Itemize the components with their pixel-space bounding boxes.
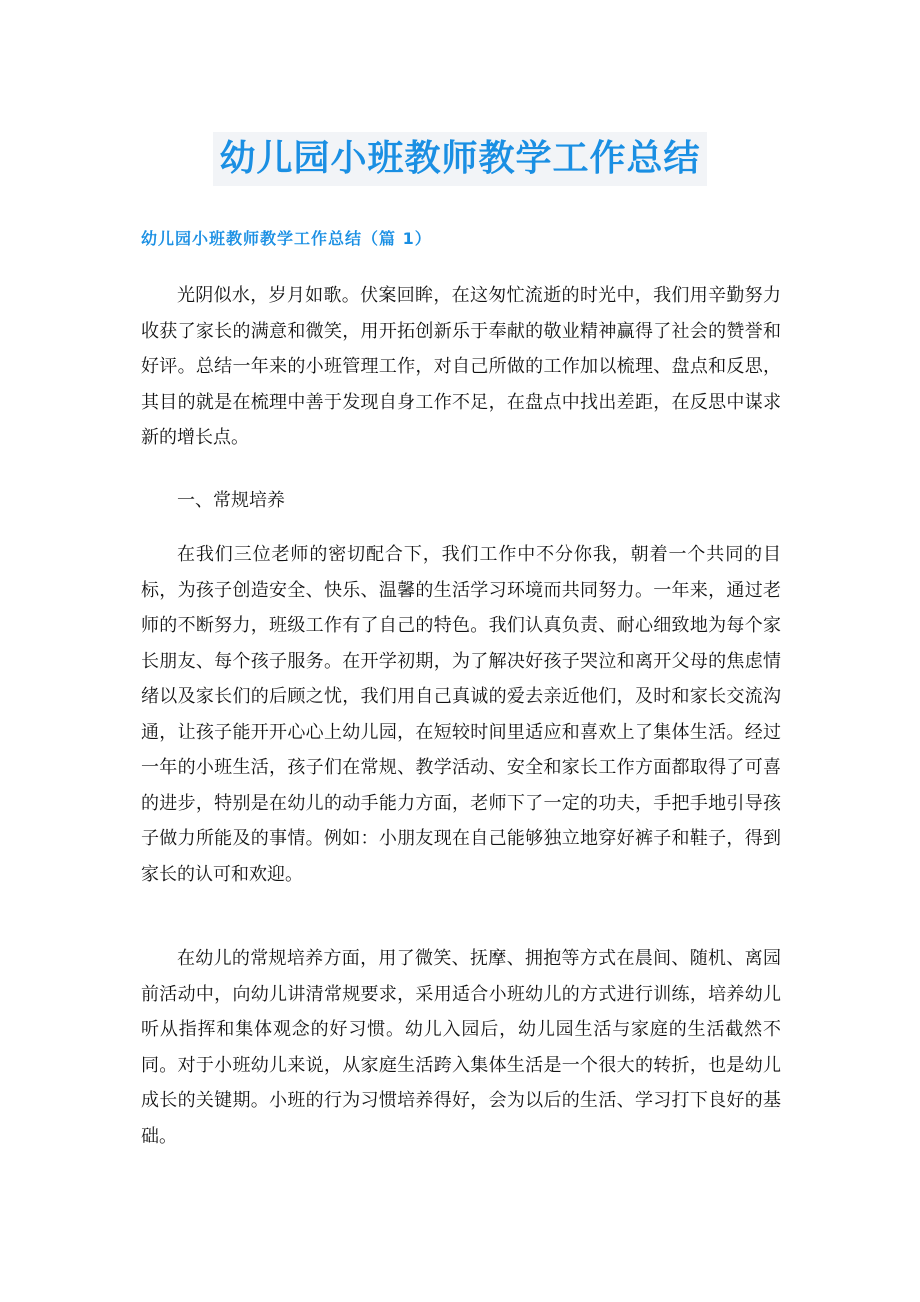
paragraph-routine-1: 在我们三位老师的密切配合下，我们工作中不分你我，朝着一个共同的目标，为孩子创造安全、快乐、温馨的生活学习环境而共同努力。一年来，通过老师的不断努力，班级工作有了自己的特色。我们认真负责、耐心细致地为每个家长朋友、每个孩子服务。在开学初期，为了解决好孩子哭泣和离开父母的焦虑情绪以及家长们的后顾之忧，我们用自己真诚的爱去亲近他们，及时和家长交流沟通，让孩子能开开心心上幼儿园，在短较时间里适应和喜欢上了集体生活。经过一年的小班生活，孩子们在常规、教学活动、安全和家长工作方面都取得了可喜的进步，特别是在幼儿的动手能力方面，老师下了一定的功夫，手把手地引导孩子做力所能及的事情。例如：小朋友现在自己能够独立地穿好裤子和鞋子，得到家长的认可和欢迎。 <box>141 544 781 885</box>
subheading-routine-training: 一、常规培养 <box>177 490 285 511</box>
title-container <box>0 132 920 186</box>
paragraph-routine-2: 在幼儿的常规培养方面，用了微笑、抚摩、拥抱等方式在晨间、随机、离园前活动中，向幼儿讲清常规要求，采用适合小班幼儿的方式进行训练，培养幼儿听从指挥和集体观念的好习惯。幼儿入园后，幼儿园生活与家庭的生活截然不同。对于小班幼儿来说，从家庭生活跨入集体生活是一个很大的转折，也是幼儿成长的关键期。小班的行为习惯培养得好，会为以后的生活、学习打下良好的基础。 <box>141 948 781 1147</box>
paragraph-intro: 光阴似水，岁月如歌。伏案回眸，在这匆忙流逝的时光中，我们用辛勤努力收获了家长的满意和微笑，用开拓创新乐于奉献的敬业精神赢得了社会的赞誉和好评。总结一年来的小班管理工作，对自己所做的工作加以梳理、盘点和反思，其目的就是在梳理中善于发现自身工作不足，在盘点中找出差距，在反思中谋求新的增长点。 <box>141 285 781 448</box>
section-heading: 幼儿园小班教师教学工作总结（篇 1） <box>141 229 432 248</box>
document-title: 幼儿园小班教师教学工作总结 <box>213 132 706 186</box>
